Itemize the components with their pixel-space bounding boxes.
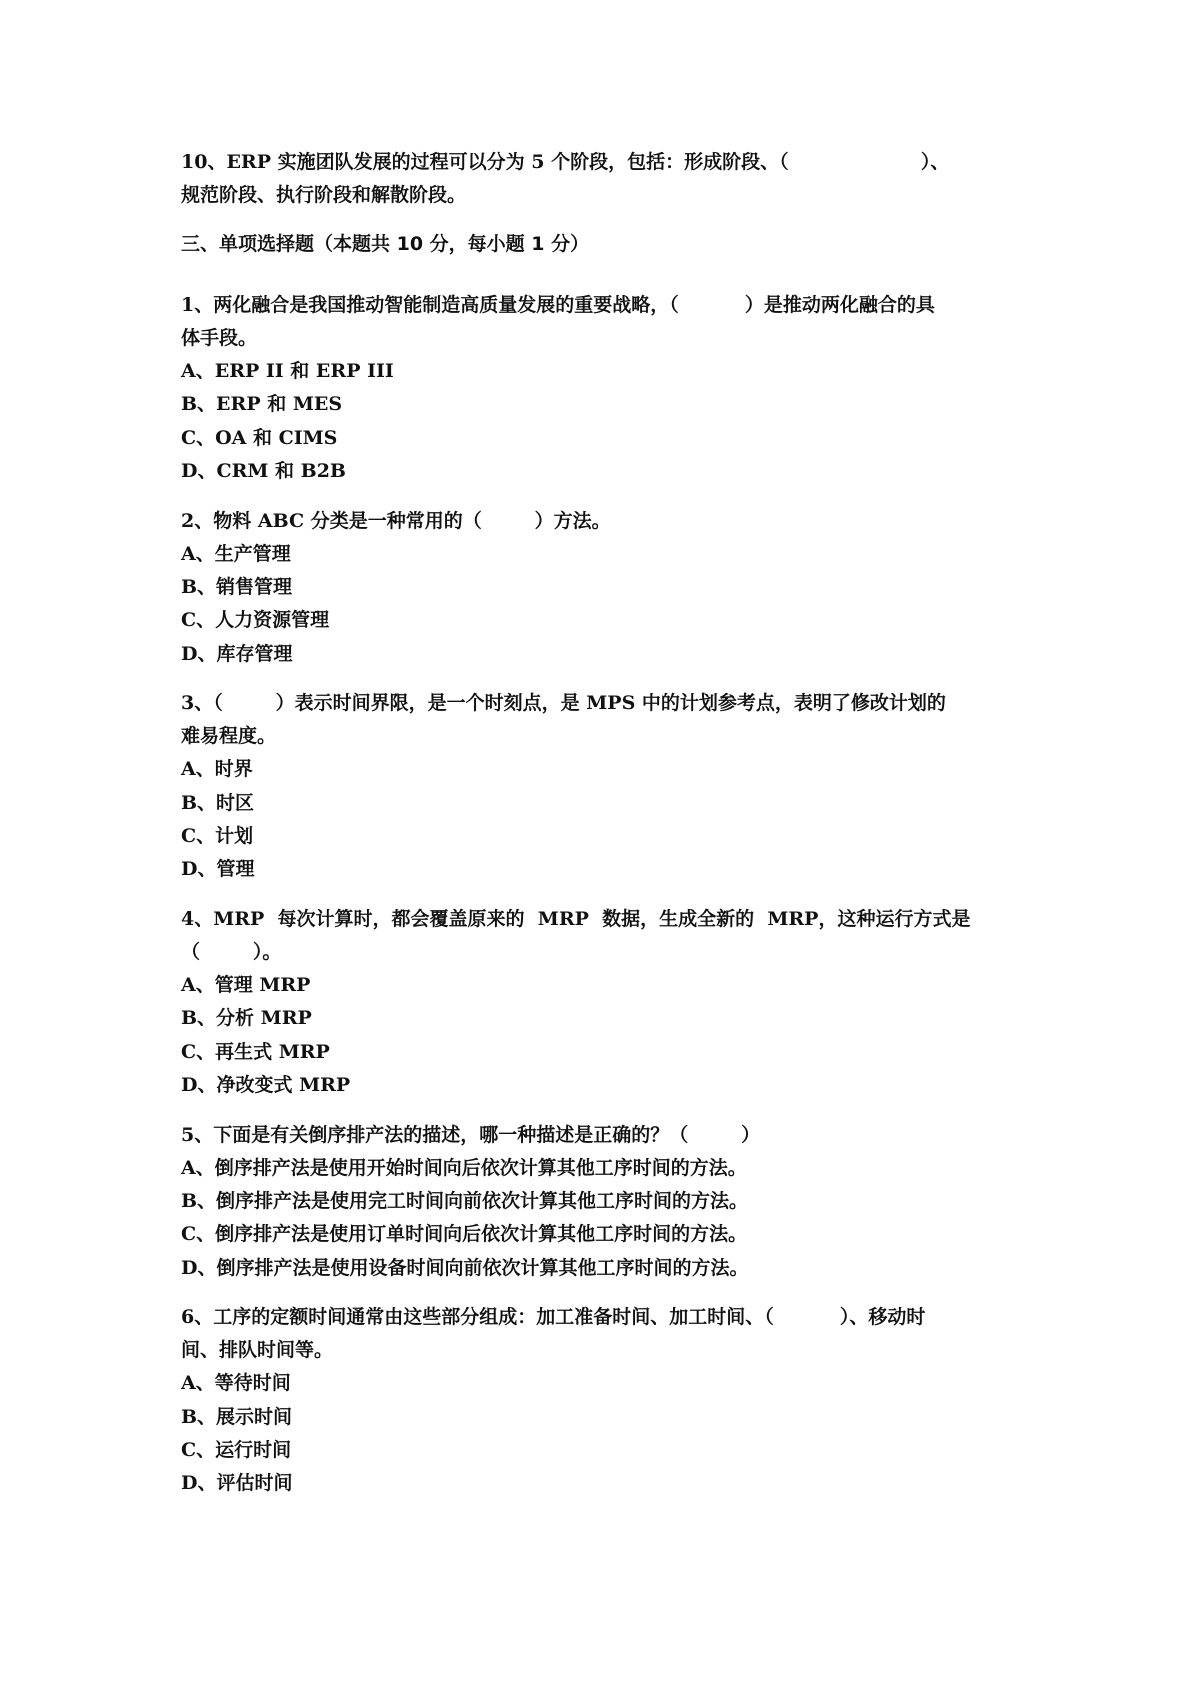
question-1 (181, 289, 1023, 489)
question-stem (181, 1301, 1023, 1367)
option-a: A、管理 MRP (181, 973, 311, 996)
option-d: D、评估时间 (181, 1472, 293, 1495)
question-stem-line: 4、MRP 每次计算时，都会覆盖原来的 MRP 数据，生成全新的 MRP，这种运行方式是 (181, 907, 971, 930)
question-6 (181, 1301, 1023, 1501)
option-c: C、运行时间 (181, 1438, 292, 1461)
question-2 (181, 505, 1023, 672)
question-stem (181, 1119, 1023, 1152)
question-stem-line: 体手段。 (181, 327, 258, 349)
question-stem-line: 5、下面是有关倒序排产法的描述，哪一种描述是正确的？（ ） (181, 1123, 761, 1146)
question-stem-line: 6、工序的定额时间通常由这些部分组成：加工准备时间、加工时间、（ ）、移动时 (181, 1306, 926, 1329)
exam-page (181, 146, 1023, 1517)
option-d: D、净改变式 MRP (181, 1074, 351, 1097)
question-stem-line: 难易程度。 (181, 725, 277, 748)
option-d: D、管理 (181, 858, 255, 881)
option-list (181, 355, 1023, 489)
option-d: D、库存管理 (181, 642, 293, 665)
option-b: B、倒序排产法是使用完工时间向前依次计算其他工序时间的方法。 (181, 1189, 749, 1212)
option-list (181, 538, 1023, 672)
option-d: D、CRM 和 B2B (181, 460, 346, 483)
option-c: C、OA 和 CIMS (181, 426, 338, 449)
question-stem (181, 505, 1023, 538)
question-5 (181, 1119, 1023, 1286)
question-stem-line: 1、两化融合是我国推动智能制造高质量发展的重要战略，（ ）是推动两化融合的具 (181, 294, 935, 316)
option-c: C、计划 (181, 825, 254, 848)
question-stem-line: 2、物料 ABC 分类是一种常用的（ ）方法。 (181, 509, 611, 532)
option-a: A、生产管理 (181, 542, 291, 565)
option-a: A、等待时间 (181, 1372, 291, 1395)
option-list (181, 1367, 1023, 1501)
question-stem-line: 规范阶段、执行阶段和解散阶段。 (181, 184, 467, 206)
option-b: B、展示时间 (181, 1405, 293, 1428)
question-stem-line: （ ）。 (181, 940, 282, 963)
option-b: B、时区 (181, 791, 255, 814)
option-b: B、销售管理 (181, 576, 293, 599)
option-c: C、人力资源管理 (181, 609, 330, 632)
option-a: A、倒序排产法是使用开始时间向后依次计算其他工序时间的方法。 (181, 1156, 747, 1179)
option-c: C、倒序排产法是使用订单时间向后依次计算其他工序时间的方法。 (181, 1223, 748, 1246)
option-list (181, 753, 1023, 887)
option-a: A、时界 (181, 758, 253, 781)
option-d: D、倒序排产法是使用设备时间向前依次计算其他工序时间的方法。 (181, 1256, 749, 1279)
option-list (181, 969, 1023, 1103)
option-c: C、再生式 MRP (181, 1040, 330, 1063)
option-list (181, 1152, 1023, 1286)
question-stem (181, 687, 1023, 753)
question-3 (181, 687, 1023, 887)
question-stem-line: 间、排队时间等。 (181, 1339, 334, 1362)
question-stem-line: 10、ERP 实施团队发展的过程可以分为 5 个阶段，包括：形成阶段、（ ）、 (181, 151, 950, 173)
question-stem-line: 3、（ ）表示时间界限，是一个时刻点，是 MPS 中的计划参考点，表明了修改计划的 (181, 692, 946, 715)
fill-question-10 (181, 146, 1023, 212)
question-stem (181, 289, 1023, 355)
option-a: A、ERP II 和 ERP III (181, 360, 394, 382)
question-4 (181, 903, 1023, 1103)
question-stem (181, 903, 1023, 969)
option-b: B、分析 MRP (181, 1007, 312, 1030)
section-heading: 三、单项选择题（本题共 10 分，每小题 1 分） (181, 233, 590, 255)
option-b: B、ERP 和 MES (181, 393, 343, 416)
